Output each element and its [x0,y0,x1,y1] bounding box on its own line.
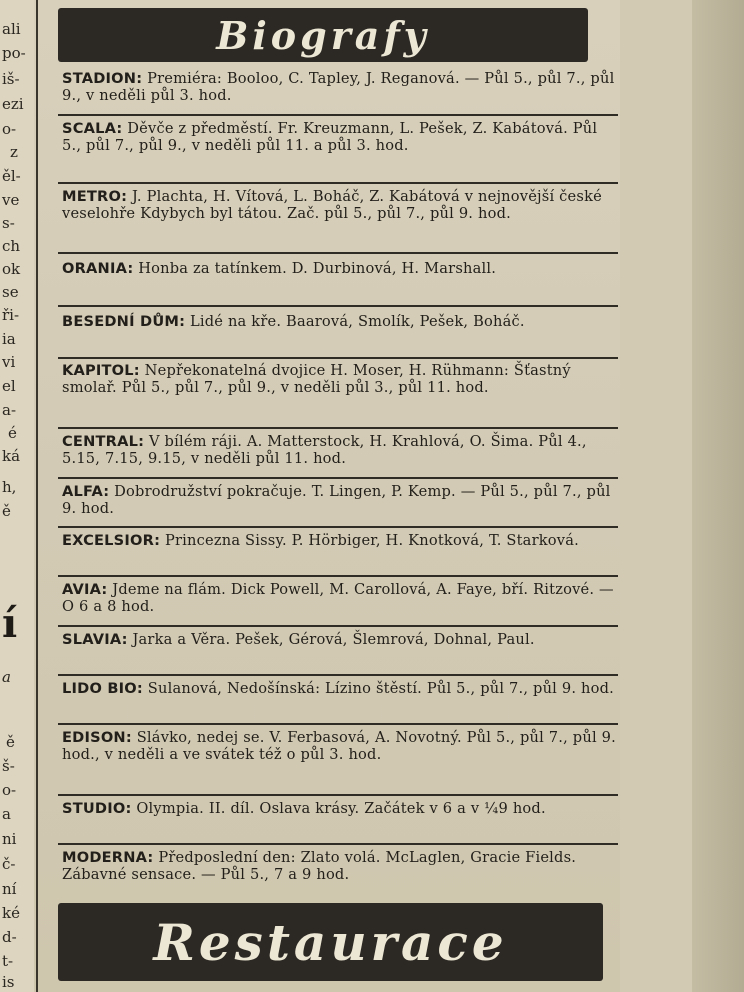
fragment-text: d- [2,928,17,946]
page-margin [620,0,692,992]
page-edge [692,0,744,992]
listing-entry [62,581,618,615]
divider [58,252,618,254]
cinema-name: EXCELSIOR: [62,532,161,549]
biografy-heading-banner [58,8,588,62]
fragment-text: š- [2,757,15,775]
listing-entry [62,800,618,817]
listing-text: Honba za tatínkem. D. Durbinová, H. Marshall. [138,260,497,277]
fragment-text: ni [2,830,17,848]
listing-entry [62,532,618,549]
listing-entry [62,70,618,104]
fragment-text: o- [2,120,17,138]
cinema-name: BESEDNÍ DŮM: [62,313,186,330]
cinema-name: EDISON: [62,729,132,746]
fragment-text: ké [2,904,20,922]
listing-entry [62,313,618,330]
cinema-name: MODERNA: [62,849,154,866]
listing-text: Premiéra: Booloo, C. Tapley, J. Reganová. — Půl 5., půl 7., půl 9., v neděli půl 3. hod. [62,70,615,104]
listing-entry [62,120,618,154]
fragment-text: ve [2,191,20,209]
listing-text: Předposlední den: Zlato volá. McLaglen, Gracie Fields. Zábavné sensace. — Půl 5., 7 a 9 hod. [62,849,577,883]
cinema-name: STADION: [62,70,143,87]
divider [58,794,618,796]
fragment-text: ch [2,237,21,255]
fragment-text: a [2,805,11,823]
fragment-text: ok [2,260,21,278]
cinema-name: ALFA: [62,483,110,500]
listing-text: J. Plachta, H. Vítová, L. Boháč, Z. Kabátová v nejnovější české veselohře Kdybych byl tátou. Zač. půl 5., půl 7., půl 9. hod. [62,188,602,222]
listing-text: Slávko, nedej se. V. Ferbasová, A. Novotný. Půl 5., půl 7., půl 9. hod., v neděli a ve svátek též o půl 3. hod. [62,729,616,763]
fragment-text: a [2,668,11,686]
divider [58,477,618,479]
listing-entry [62,680,618,697]
listing-text: Nepřekonatelná dvojice H. Moser, H. Rühmann: Šťastný smolař. Půl 5., půl 7., půl 9., v neděli půl 3., půl 11. hod. [62,362,571,396]
listing-text: Princezna Sissy. P. Hörbiger, H. Knotková, T. Starková. [164,532,579,549]
fragment-text: o- [2,781,17,799]
fragment-text: ě [2,502,11,520]
fragment-text: po- [2,44,26,62]
restaurace-heading-banner [58,903,603,981]
fragment-text: ři- [2,306,20,324]
fragment-text: t- [2,952,14,970]
fragment-text: ia [2,330,16,348]
divider [58,305,618,307]
cinema-name: LIDO BIO: [62,680,143,697]
fragment-text: a- [2,401,17,419]
fragment-text: ali [2,20,21,38]
listing-entry [62,483,618,517]
divider [58,526,618,528]
divider [58,723,618,725]
listing-text: Dobrodružství pokračuje. T. Lingen, P. Kemp. — Půl 5., půl 7., půl 9. hod. [62,483,611,517]
divider [58,625,618,627]
fragment-text: ezi [2,95,24,113]
fragment-text: é [8,424,17,442]
listing-entry [62,729,618,763]
listing-entry [62,849,618,883]
fragment-text: ěl- [2,167,21,185]
fragment-text: h, [2,478,17,496]
cinema-name: KAPITOL: [62,362,140,379]
section-heading: Restaurace [153,912,508,972]
cinema-name: AVIA: [62,581,108,598]
fragment-text: el [2,377,16,395]
fragment-text: vi [2,353,16,371]
cinema-listings-column [58,0,620,992]
divider [58,575,618,577]
divider [58,427,618,429]
cinema-name: ORANIA: [62,260,134,277]
cinema-name: CENTRAL: [62,433,145,450]
fragment-text: ě [6,733,15,751]
fragment-text: ní [2,880,17,898]
section-heading: Biografy [216,12,430,58]
cinema-name: SCALA: [62,120,123,137]
fragment-text: iš- [2,70,20,88]
listing-entry [62,433,618,467]
listing-entry [62,260,618,277]
listing-text: Děvče z předměstí. Fr. Kreuzmann, L. Pešek, Z. Kabátová. Půl 5., půl 7., půl 9., v neděli půl 11. a půl 3. hod. [62,120,598,154]
listing-text: Jarka a Věra. Pešek, Gérová, Šlemrová, Dohnal, Paul. [132,631,535,648]
fragment-text: s- [2,214,15,232]
fragment-text: í [2,600,18,647]
divider [58,843,618,845]
listing-text: V bílém ráji. A. Matterstock, H. Krahlová, O. Šima. Půl 4., 5.15, 7.15, 9.15, v neděli půl 11. hod. [62,433,587,467]
cinema-name: SLAVIA: [62,631,128,648]
listing-entry [62,631,618,648]
listing-text: Jdeme na flám. Dick Powell, M. Carollová, A. Faye, bří. Ritzové. — O 6 a 8 hod. [62,581,614,615]
fragment-text: se [2,283,19,301]
divider [58,114,618,116]
cinema-name: METRO: [62,188,128,205]
fragment-text: ká [2,447,21,465]
fragment-text: is [2,973,15,991]
listing-entry [62,188,618,222]
fragment-text: č- [2,855,16,873]
listing-text: Lidé na kře. Baarová, Smolík, Pešek, Boháč. [189,313,525,330]
adjacent-column-fragment [0,0,34,992]
listing-entry [62,362,618,396]
column-rule [36,0,38,992]
fragment-text: z [10,143,18,161]
listing-text: Sulanová, Nedošínská: Lízino štěstí. Půl 5., půl 7., půl 9. hod. [147,680,615,697]
divider [58,674,618,676]
listing-text: Olympia. II. díl. Oslava krásy. Začátek v 6 a v ¼9 hod. [136,800,546,817]
cinema-name: STUDIO: [62,800,132,817]
divider [58,182,618,184]
divider [58,357,618,359]
